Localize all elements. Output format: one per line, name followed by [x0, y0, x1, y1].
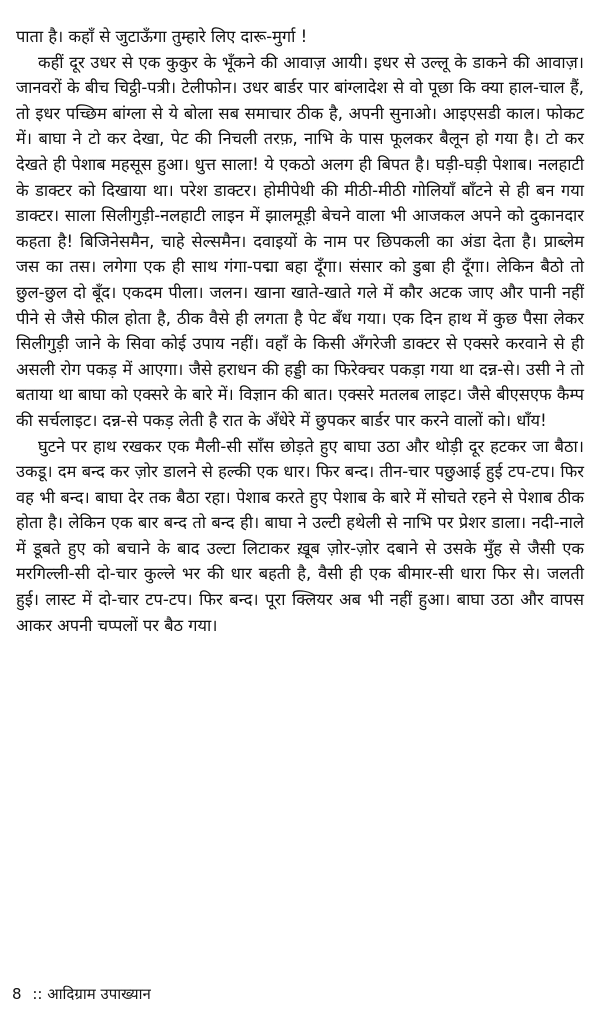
page-body [16, 24, 584, 638]
page-number: 8 [12, 985, 22, 1003]
paragraph-1: पाता है। कहाँ से जुटाऊँगा तुम्हारे लिए दारू-मुर्गा ! [16, 27, 308, 46]
paragraph-2: कहीं दूर उधर से एक कुकुर के भूँकने की आवाज़ आयी। इधर से उल्लू के डाकने की आवाज़। जानवरों के बीच चिट्ठी-पत्री। टेलीफोन। उधर बार्डर पार बांग्लादेश से वो पूछा कि क्या हाल-चाल हैं, तो इधर पच्छिम बांग्ला से ये बोला सब समाचार ठीक है, अपनी सुनाओ। आइएसडी काल। फोकट में। बाघा ने टो कर देखा, पेट की निचली तरफ़, नाभि के पास फूलकर बैलून हो गया है। टो कर देखते ही पेशाब महसूस हुआ। धुत्त साला! ये एकठो अलग ही बिपत है। घड़ी-घड़ी पेशाब। नलहाटी के डाक्टर को दिखाया था। परेश डाक्टर। होमीपेथी की मीठी-मीठी गोलियाँ बाँटने से ही बन गया डाक्टर। साला सिलीगुड़ी-नलहाटी लाइन में झालमूड़ी बेचने वाला भी आजकल अपने को दुकानदार कहता है! बिजिनेसमैन, चाहे सेल्समैन। दवाइयों के नाम पर छिपकली का अंडा देता है। प्राब्लेम जस का तस। लगेगा एक ही साथ गंगा-पद्मा बहा दूँगा। संसार को डुबा ही दूँगा। लेकिन बैठो तो छुल-छुल दो बूँद। एकदम पीला। जलन। खाना खाते-खाते गले में कौर अटक जाए और पानी नहीं पीने से जैसे फील होता है, ठीक वैसे ही लगता है पेट बँध गया। एक दिन हाथ में कुछ पैसा लेकर सिलीगुड़ी जाने के सिवा कोई उपाय नहीं। वहाँ के किसी अँगरेजी डाक्टर से एक्सरे करवाने से ही असली रोग पकड़ में आएगा। जैसे हराधन की हड्डी का फिरेक्चर पकड़ा गया था दन्न-से। उसी ने तो बताया था बाघा को एक्सरे के बारे में। विज्ञान की बात। एक्सरे मतलब लाइट। जैसे बीएसएफ कैम्प की सर्चलाइट। दन्न-से पकड़ लेती है रात के अँधेरे में छुपकर बार्डर पार करने वालों को। धाँय! [16, 52, 584, 430]
page-footer [12, 984, 151, 1004]
paragraph-3: घुटने पर हाथ रखकर एक मैली-सी साँस छोड़ते हुए बाघा उठा और थोड़ी दूर हटकर जा बैठा। उकडू। दम बन्द कर ज़ोर डालने से हल्की एक धार। फिर बन्द। तीन-चार पछुआई हुई टप-टप। फिर वह भी बन्द। बाघा देर तक बैठा रहा। पेशाब करते हुए पेशाब के बारे में सोचते रहने से पेशाब ठीक होता है। लेकिन एक बार बन्द तो बन्द ही। बाघा ने उल्टी हथेली से नाभि पर प्रेशर डाला। नदी-नाले में डूबते हुए को बचाने के बाद उल्टा लिटाकर ख़ूब ज़ोर-ज़ोर दबाने से उसके मुँह से जैसी एक मरगिल्ली-सी दो-चार कुल्ले भर की धार बहती है, वैसी ही एक बीमार-सी धारा फिर से। जलती हुई। लास्ट में दो-चार टप-टप। फिर बन्द। पूरा क्लियर अब भी नहीं हुआ। बाघा उठा और वापस आकर अपनी चप्पलों पर बैठ गया। [16, 436, 584, 635]
book-title: आदिग्राम उपाख्यान [47, 985, 151, 1003]
footer-separator: :: [32, 985, 43, 1003]
